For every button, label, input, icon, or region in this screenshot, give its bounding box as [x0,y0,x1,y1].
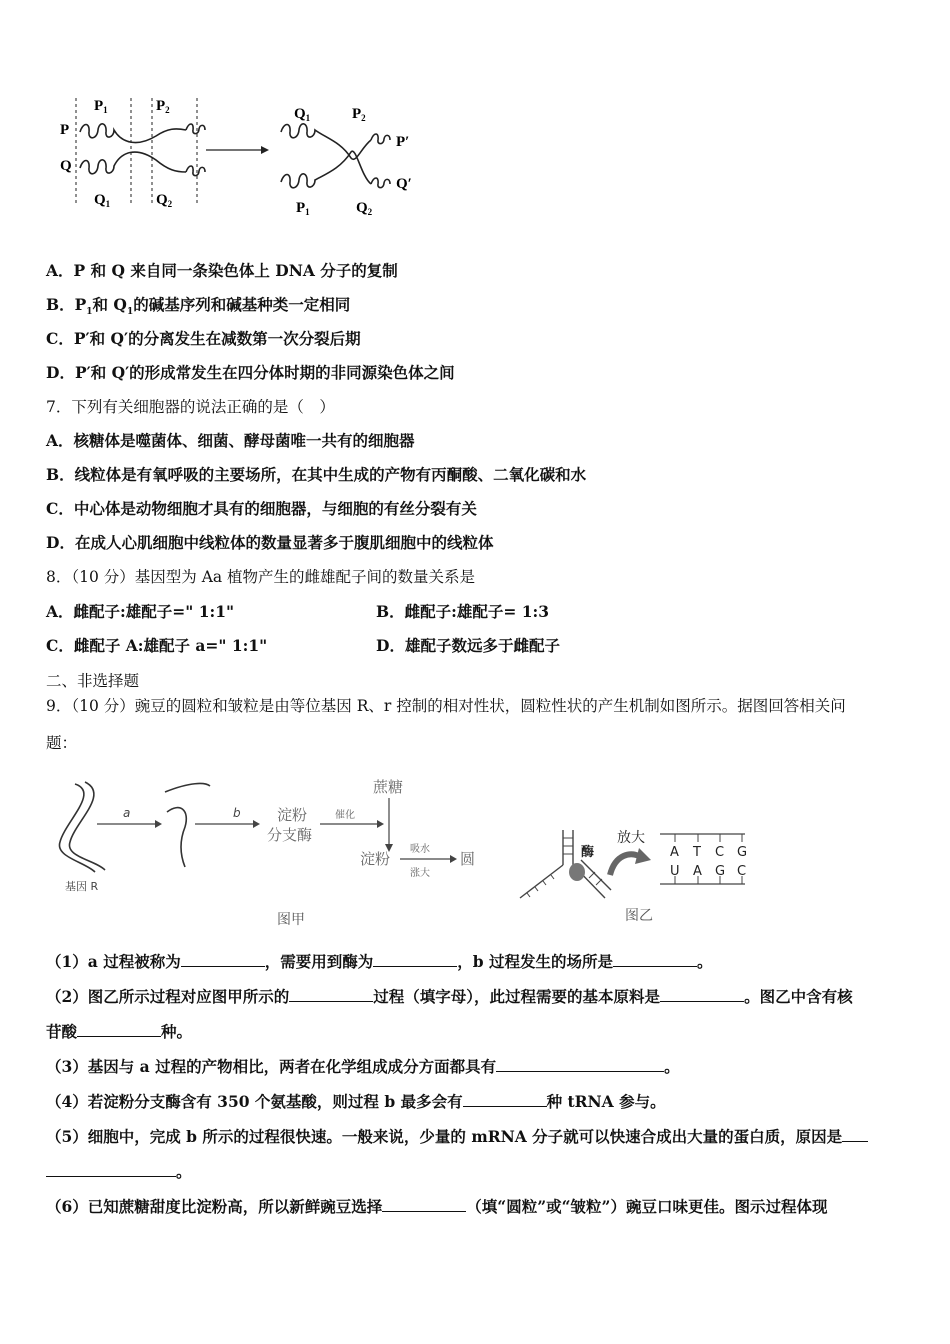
q8-option-c: C．雌配子 A:雄配子 a=" 1:1" [46,636,268,655]
q9-sub3: （3）基因与 a 过程的产物相比，两者在化学组成成分方面都具有 。 [46,1057,680,1076]
base-bottom-4: C [737,864,747,879]
q9-sub5-line2: 。 [46,1160,192,1182]
base-top-1: A [670,845,679,860]
q9-sub6: （6）已知蔗糖甜度比淀粉高，所以新鲜豌豆选择 （填“圆粒”或“皱粒”）豌豆口味更佳。图示过程体现 [46,1197,828,1216]
answer-blank[interactable] [77,1020,161,1037]
q6-option-c: C．P′和 Q′的分离发生在减数第一次分裂后期 [46,329,361,348]
base-top-4: G [737,845,748,860]
q9-sub2-line2: 苷酸 种。 [46,1022,193,1041]
answer-blank[interactable] [463,1090,547,1107]
label-Q-prime: Q′ [396,176,412,192]
q7-option-d: D．在成人心肌细胞中线粒体的数量显著多于腹肌细胞中的线粒体 [46,533,494,552]
q8-options-row1 [46,602,906,622]
answer-blank[interactable] [373,950,457,967]
q8-option-b: B．雌配子:雄配子= 1:3 [376,602,549,621]
q8-stem: 8．（10 分）基因型为 Aa 植物产生的雌雄配子间的数量关系是 [46,568,476,586]
q6-option-d: D．P′和 Q′的形成常发生在四分体时期的非同源染色体之间 [46,363,455,382]
q8-options-row2 [46,636,906,656]
absorb-label: 吸水 [410,844,430,855]
enlarge-label: 放大 [617,830,645,846]
base-bottom-1: U [670,864,680,879]
label-P2-left: $P_2$ [156,98,170,115]
enzyme-label-2: 分支酶 [267,826,313,844]
q6-option-b: B．$P_1$和 $Q_1$的碱基序列和碱基种类一定相同 [46,295,351,318]
crossing-over-figure [56,90,426,230]
label-P: P [60,122,70,138]
q7-option-c: C．中心体是动物细胞才具有的细胞器，与细胞的有丝分裂有关 [46,499,477,518]
q8-option-d: D．雄配子数远多于雌配子 [376,636,560,655]
q7-option-b: B．线粒体是有氧呼吸的主要场所，在其中生成的产物有丙酮酸、二氧化碳和水 [46,465,587,484]
q7-stem: 7．下列有关细胞器的说法正确的是（ ） [46,398,335,416]
figure-yi-caption: 图乙 [625,908,653,924]
answer-blank[interactable] [842,1125,868,1142]
answer-blank[interactable] [181,950,265,967]
figure-jia [55,772,485,932]
label-Q1-right: $Q_1$ [294,106,311,123]
gene-r-label: 基因 R [65,880,99,893]
q9-sub5-line1: （5）细胞中，完成 b 所示的过程很快速。一般来说，少量的 mRNA 分子就可以快速合成出大量的蛋白质，原因是 [46,1125,868,1147]
label-Q: Q [60,158,72,174]
base-bottom-3: G [715,864,726,879]
starch-label: 淀粉 [360,850,391,868]
arrow-a-label: a [123,806,131,820]
q7-option-a: A．核糖体是噬菌体、细菌、酵母菌唯一共有的细胞器 [46,431,415,450]
answer-blank[interactable] [289,985,373,1002]
base-top-2: T [693,845,701,860]
enzyme-mark: 酶 [581,845,595,860]
label-P1-right: $P_1$ [296,200,310,217]
answer-blank[interactable] [382,1195,466,1212]
q9-sub4: （4）若淀粉分支酶含有 350 个氨基酸，则过程 b 最多会有 种 tRNA 参与。 [46,1092,666,1111]
answer-blank[interactable] [496,1055,664,1072]
label-P-prime: P′ [396,134,410,150]
label-Q2-right: $Q_2$ [356,200,373,217]
q9-stem-line2: 题： [46,734,78,752]
answer-blank[interactable] [660,985,744,1002]
label-Q1-left: $Q_1$ [94,192,111,209]
q6-option-a: A．P 和 Q 来自同一条染色体上 DNA 分子的复制 [46,261,398,280]
q9-stem-line1: 9．（10 分）豌豆的圆粒和皱粒是由等位基因 R、r 控制的相对性状，圆粒性状的产生机制如图所示。据图回答相关问 [46,697,846,715]
figure-yi [515,820,755,930]
label-Q2-left: $Q_2$ [156,192,173,209]
round-label: 圆 [460,850,476,868]
section-title: 二、非选择题 [46,672,140,690]
answer-blank[interactable] [613,950,697,967]
catalyze-label: 催化 [335,810,355,821]
figure-jia-caption: 图甲 [277,912,305,928]
q9-sub1: （1）a 过程被称为 ，需要用到酶为 ，b 过程发生的场所是 。 [46,952,713,971]
label-P2-right: $P_2$ [352,106,366,123]
enzyme-label-1: 淀粉 [277,806,308,824]
base-top-3: C [715,845,725,860]
arrow-b-label: b [233,806,241,820]
q8-option-a: A．雌配子:雄配子=" 1:1" [46,602,235,621]
swell-label: 涨大 [410,868,430,879]
base-bottom-2: A [693,864,702,879]
sucrose-label: 蔗糖 [373,778,404,796]
answer-blank[interactable] [46,1160,176,1177]
q9-sub2-line1: （2）图乙所示过程对应图甲所示的 过程（填字母），此过程需要的基本原料是 。图乙中含有核 [46,987,853,1006]
label-P1-left: $P_1$ [94,98,108,115]
